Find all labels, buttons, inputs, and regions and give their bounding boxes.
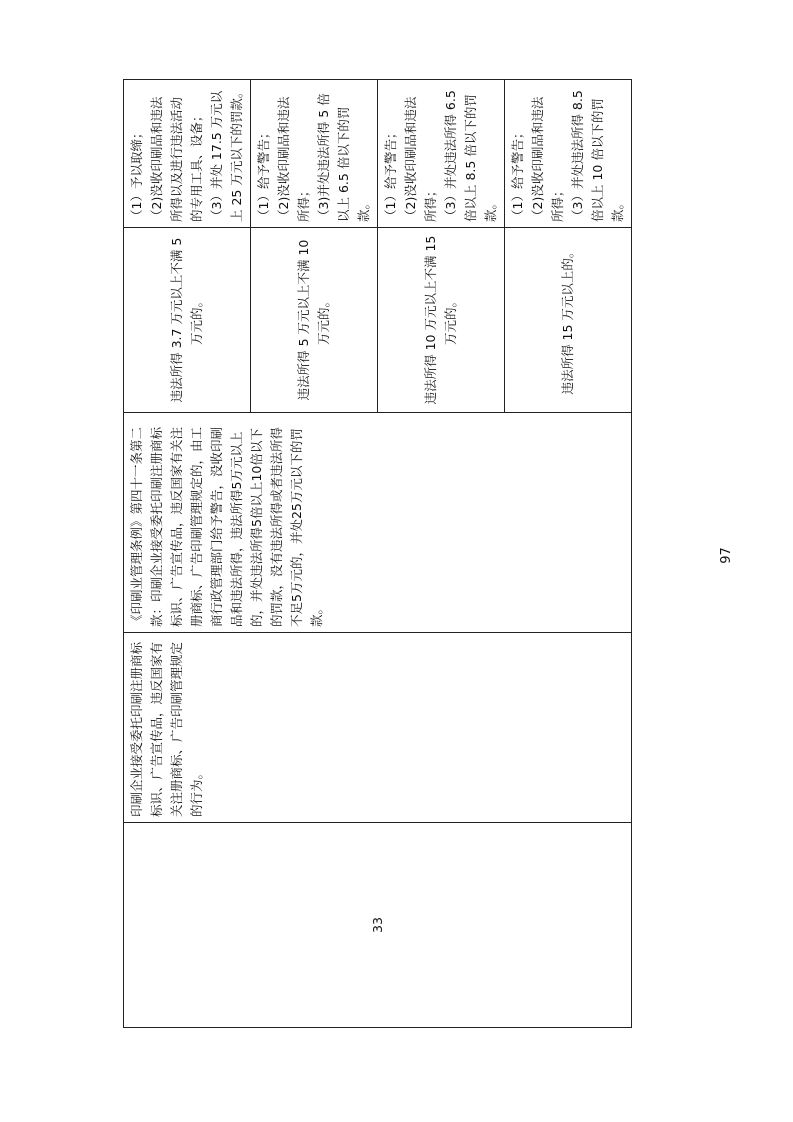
penalty-line: （2)没收印刷品和违法所得； <box>403 96 438 222</box>
violation-act-text: 印刷企业接受委托印刷注册商标标识、广告宣传品，违反国家有关注册商标、广告印刷管理规定的行为。 <box>129 641 204 817</box>
page-number: 97 <box>718 547 734 564</box>
penalty-cell <box>251 80 378 228</box>
penalty-table <box>123 79 632 1028</box>
circumstance-text: 违法所得 5 万元以上不满 10 万元的。 <box>296 239 331 401</box>
penalty-line: （3）并处违法所得 8.5 倍以上 10 倍以下的罚款。 <box>570 90 625 222</box>
penalty-cell <box>378 80 505 228</box>
circumstance-text: 违法所得 10 万元以上不满 15 万元的。 <box>423 235 458 405</box>
circumstance-text: 违法所得 15 万元以上的。 <box>560 245 575 395</box>
circumstance-text: 违法所得 3.7 万元以上不满 5 万元的。 <box>169 237 204 403</box>
item-number-cell <box>124 823 632 1028</box>
rotated-table-wrapper <box>123 80 625 1028</box>
penalty-line: （1）给予警告； <box>256 126 271 222</box>
item-number: 33 <box>369 917 385 933</box>
penalty-line: （2)没收印刷品和违法所得以及进行违法活动的专用工具、设备； <box>149 96 204 222</box>
circumstance-cell <box>124 228 251 413</box>
circumstance-cell <box>251 228 378 413</box>
circumstance-cell <box>505 228 632 413</box>
penalty-line: （3）并处 17.5 万元以上 25 万元以下的罚款。 <box>209 85 244 222</box>
penalty-line: （1）给予警告； <box>383 126 398 222</box>
penalty-line: （2)没收印刷品和违法所得； <box>530 96 565 222</box>
violation-act-cell <box>124 633 632 823</box>
penalty-line: （2)没收印刷品和违法所得； <box>276 96 311 222</box>
circumstance-cell <box>378 228 505 413</box>
penalty-line: （3）并处违法所得 6.5 倍以上 8.5 倍以下的罚款。 <box>443 90 498 222</box>
penalty-cell <box>505 80 632 228</box>
penalty-line: （1）给予警告； <box>510 126 525 222</box>
table-row <box>124 80 251 1028</box>
penalty-line: （1）予以取缔； <box>129 126 144 222</box>
penalty-line: （3)并处违法所得 5 倍以上 6.5 倍以下的罚款。 <box>316 93 371 222</box>
penalty-cell <box>124 80 251 228</box>
legal-basis-text: 《印刷业管理条例》第四十一条第二款：印刷企业接受委托印刷注册商标标识、广告宣传品，违反国家有关注册商标、广告印刷管理规定的，由工商行政管理部门给予警告，没收印刷品和违法所得，违法所得5万元以上的，并处违法所得5倍以上10倍以下的罚款，没有违法所得或者违法所得不足5万元的，并处25万元以下的罚款。 <box>129 426 324 627</box>
legal-basis-cell <box>124 413 632 633</box>
